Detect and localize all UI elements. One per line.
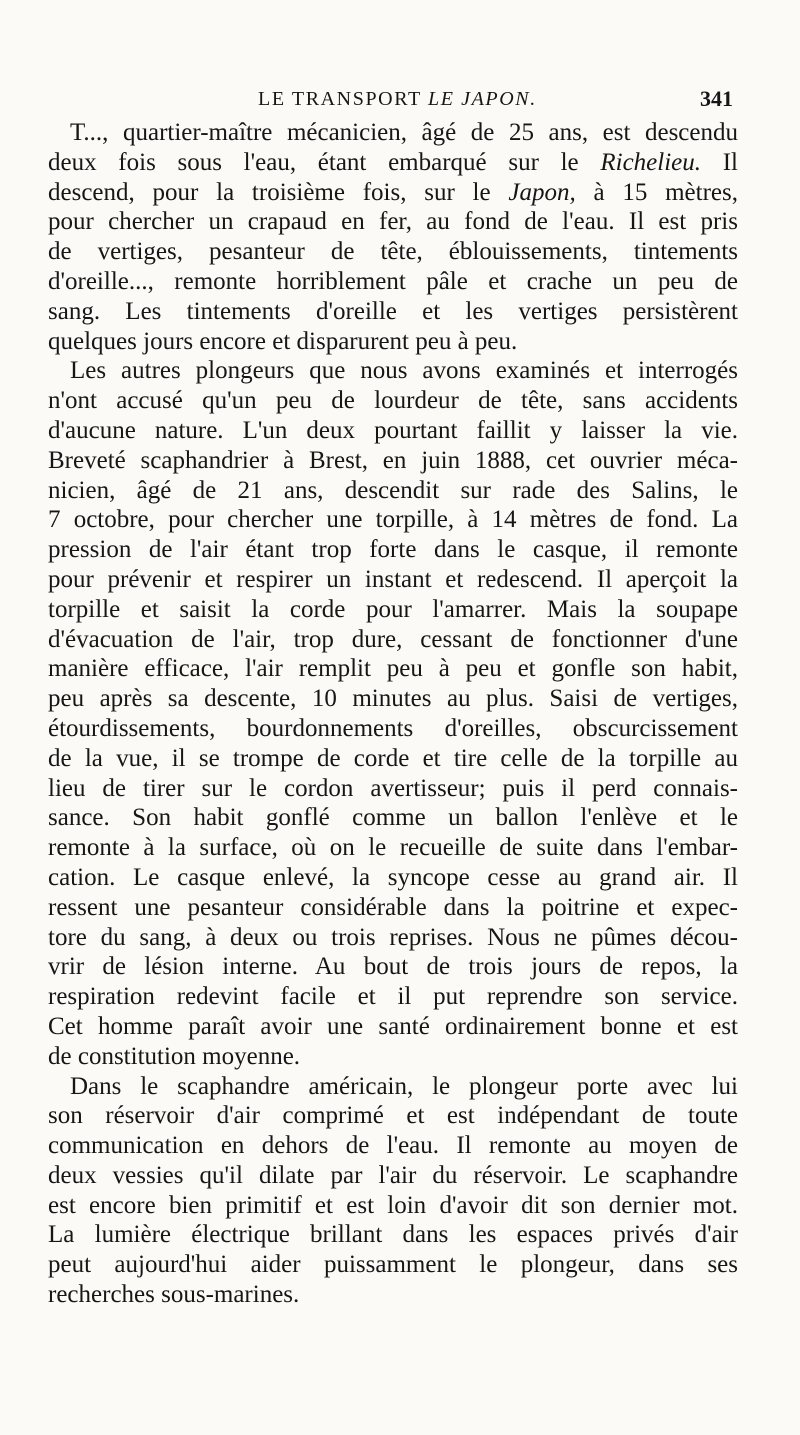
text-line: Dans le scaphandre américain, le plongeur porte avec lui: [70, 1072, 738, 1100]
text-line: sang. Les tintements d'oreille et les vertiges persistèrent: [48, 297, 738, 325]
text-line: étourdissements, bourdonnements d'oreilles, obscurcissement: [48, 714, 738, 742]
text-line: descend, pour la troisième fois, sur le Japon, à 15 mètres,: [48, 178, 738, 206]
text-line: T..., quartier-maître mécanicien, âgé de 25 ans, est descendu: [70, 119, 738, 146]
text-line: de vertiges, pesanteur de tête, éblouissements, tintements: [48, 238, 738, 266]
text-line: communication en dehors de l'eau. Il remonte au moyen de: [48, 1132, 738, 1160]
text-line: pour chercher un crapaud en fer, au fond de l'eau. Il est pris: [48, 208, 738, 236]
text-line: La lumière électrique brillant dans les espaces privés d'air: [48, 1221, 738, 1249]
paragraph: [48, 118, 738, 356]
text-line: vrir de lésion interne. Au bout de trois jours de repos, la: [48, 953, 738, 981]
text-line: Breveté scaphandrier à Brest, en juin 1888, cet ouvrier méca-: [48, 446, 738, 474]
text-line: torpille et saisit la corde pour l'amarrer. Mais la soupape: [48, 595, 738, 623]
text-line: ressent une pesanteur considérable dans la poitrine et expec-: [48, 893, 738, 921]
text-line: deux vessies qu'il dilate par l'air du réservoir. Le scaphandre: [48, 1161, 738, 1189]
paragraph: [48, 356, 738, 1071]
running-head: [258, 88, 537, 111]
text-line: d'aucune nature. L'un deux pourtant faillit y laisser la vie.: [48, 416, 738, 444]
text-line: nicien, âgé de 21 ans, descendit sur rade des Salins, le: [48, 476, 738, 504]
text-line: tore du sang, à deux ou trois reprises. Nous ne pûmes décou-: [48, 923, 738, 951]
running-head-text: LE TRANSPORT: [258, 88, 428, 110]
text-line: d'évacuation de l'air, trop dure, cessant de fonctionner d'une: [48, 625, 738, 653]
text-line: respiration redevint facile et il put reprendre son service.: [48, 983, 738, 1011]
text-line: cation. Le casque enlevé, la syncope cesse au grand air. Il: [48, 863, 738, 891]
text-line: lieu de tirer sur le cordon avertisseur; puis il perd connais-: [48, 774, 738, 802]
paragraph: [48, 1072, 738, 1310]
text-line: pour prévenir et respirer un instant et redescend. Il aperçoit la: [48, 565, 738, 593]
text-line: deux fois sous l'eau, étant embarqué sur le Richelieu. Il: [48, 148, 738, 176]
text-line: peut aujourd'hui aider puissamment le plongeur, dans ses: [48, 1251, 738, 1279]
text-line: de constitution moyenne.: [48, 1042, 301, 1070]
text-line: Cet homme paraît avoir une santé ordinairement bonne et est: [48, 1012, 738, 1040]
text-line: peu après sa descente, 10 minutes au plus. Saisi de vertiges,: [48, 685, 738, 713]
text-line: sance. Son habit gonflé comme un ballon l'enlève et le: [48, 804, 738, 832]
running-head-italic-text: LE JAPON.: [428, 88, 537, 110]
text-line: 7 octobre, pour chercher une torpille, à 14 mètres de fond. La: [48, 506, 738, 534]
text-line: recherches sous-marines.: [48, 1281, 300, 1309]
text-line: de la vue, il se trompe de corde et tire celle de la torpille au: [48, 744, 738, 772]
body-text: [48, 118, 738, 1310]
text-line: pression de l'air étant trop forte dans le casque, il remonte: [48, 536, 738, 564]
text-line: son réservoir d'air comprimé et est indépendant de toute: [48, 1102, 738, 1130]
text-line: est encore bien primitif et est loin d'avoir dit son dernier mot.: [48, 1191, 738, 1219]
text-line: Les autres plongeurs que nous avons examinés et interrogés: [70, 357, 738, 385]
page-header: [0, 86, 800, 120]
text-line: quelques jours encore et disparurent peu à peu.: [48, 327, 518, 355]
text-line: d'oreille..., remonte horriblement pâle et crache un peu de: [48, 267, 738, 295]
text-line: manière efficace, l'air remplit peu à peu et gonfle son habit,: [48, 655, 738, 683]
text-line: remonte à la surface, où on le recueille de suite dans l'embar-: [48, 834, 738, 862]
page-number: 341: [700, 86, 733, 111]
text-line: n'ont accusé qu'un peu de lourdeur de tête, sans accidents: [48, 387, 738, 415]
